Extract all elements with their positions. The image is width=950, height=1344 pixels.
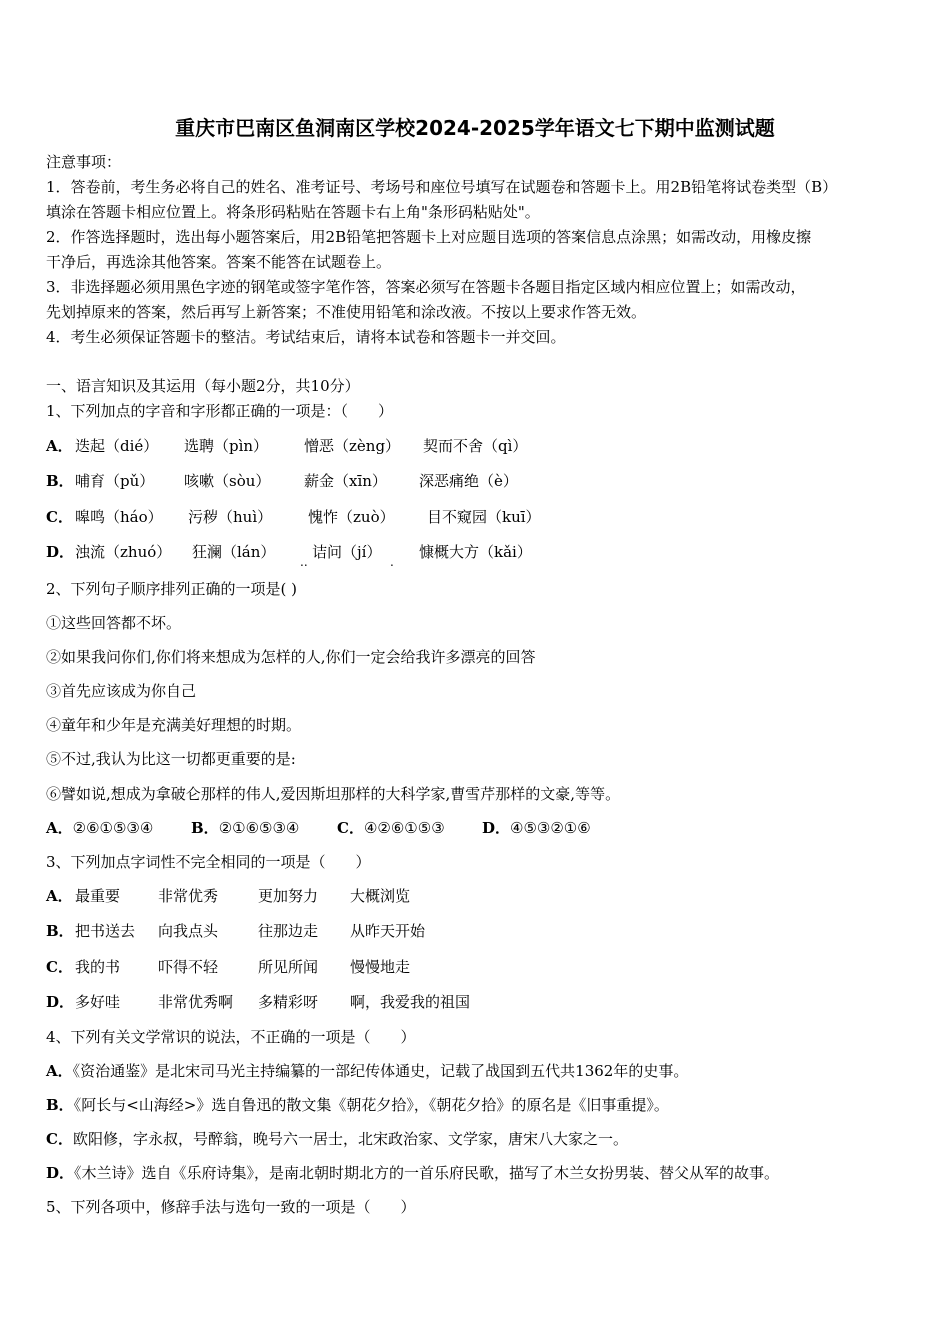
option-item: 狂澜（lán） xyxy=(192,543,276,561)
option-text: 《阿长与<山海经>》选自鲁迅的散文集《朝花夕拾》，《朝花夕拾》的原名是《旧事重提》。 xyxy=(73,1096,669,1114)
option-item: 嗥鸣（háo） xyxy=(75,508,163,526)
notice-heading: 注意事项： xyxy=(46,153,122,171)
option-label: D． xyxy=(482,819,511,837)
option-item: 目不窥园（kuī） xyxy=(427,508,541,526)
option-item: 契而不舍（qì） xyxy=(423,437,528,455)
option-item: 多好哇 xyxy=(75,993,121,1011)
question-2-sentence: ④童年和少年是充满美好理想的时期。 xyxy=(46,716,302,734)
option-item: 多精彩呀 xyxy=(258,993,319,1011)
option-item: 向我点头 xyxy=(158,922,219,940)
option-item: 慢慢地走 xyxy=(350,958,411,976)
option-item: 大概浏览 xyxy=(350,887,411,905)
option-item: 非常优秀 xyxy=(158,887,219,905)
option-item: 深恶痛绝（è） xyxy=(419,472,518,490)
option-text: ②⑥①⑤③④ xyxy=(72,819,154,837)
question-2-sentence: ③首先应该成为你自己 xyxy=(46,682,197,700)
question-2-sentence: ⑤不过,我认为比这一切都更重要的是: xyxy=(46,750,296,768)
option-label: D． xyxy=(46,543,75,561)
option-label: B． xyxy=(46,472,74,490)
option-text: 《资治通鉴》是北宋司马光主持编纂的一部纪传体通史，记载了战国到五代共1362年的史事。 xyxy=(72,1062,689,1080)
option-item: 咳嗽（sòu） xyxy=(184,472,271,490)
option-label: B． xyxy=(46,922,74,940)
option-item: 浊流（zhuó） xyxy=(75,543,172,561)
option-label: B． xyxy=(191,819,219,837)
option-item: 慷概大方（kǎi） xyxy=(419,543,532,561)
option-item: 我的书 xyxy=(75,958,121,976)
notice-line: 填涂在答题卡相应位置上。将条形码粘贴在答题卡右上角"条形码粘贴处"。 xyxy=(46,203,540,221)
question-4-option xyxy=(46,1061,688,1081)
question-4-option xyxy=(46,1129,628,1149)
option-item xyxy=(191,818,299,838)
option-item: 薪金（xīn） xyxy=(304,472,387,490)
option-label: C． xyxy=(46,508,73,526)
notice-line: 干净后，再选涂其他答案。答案不能答在试题卷上。 xyxy=(46,253,392,271)
question-2-sentence: ①这些回答都不坏。 xyxy=(46,614,182,632)
option-item: 憎恶（zèng） xyxy=(304,437,401,455)
option-item: 非常优秀啊 xyxy=(158,993,234,1011)
option-item: 愧怍（zuò） xyxy=(308,508,395,526)
option-text: ②①⑥⑤③④ xyxy=(218,819,300,837)
notice-line: 1．答卷前，考生务必将自己的姓名、准考证号、考场号和座位号填写在试题卷和答题卡上。用2B铅笔将试卷类型（B） xyxy=(46,178,838,196)
question-5-stem: 5、下列各项中，修辞手法与选句一致的一项是（ ） xyxy=(46,1198,416,1216)
option-item: 所见所闻 xyxy=(258,958,319,976)
option-item: 啊，我爱我的祖国 xyxy=(350,993,471,1011)
option-item xyxy=(482,818,591,838)
option-label: A． xyxy=(46,819,73,837)
option-label: B． xyxy=(46,1096,74,1114)
page-title: 重庆市巴南区鱼洞南区学校2024-2025学年语文七下期中监测试题 xyxy=(175,116,775,140)
option-label: A． xyxy=(46,887,73,905)
option-item: 诘问（jí） xyxy=(312,543,382,561)
question-4-option xyxy=(46,1163,779,1183)
option-label: C． xyxy=(46,958,73,976)
option-label: C． xyxy=(46,1130,73,1148)
notice-line: 2．作答选择题时，选出每小题答案后，用2B铅笔把答题卡上对应题目选项的答案信息点涂黑；如需改动，用橡皮擦 xyxy=(46,228,812,246)
question-2-sentence: ⑥譬如说,想成为拿破仑那样的伟人,爱因斯坦那样的大科学家,曹雪芹那样的文豪,等等。 xyxy=(46,785,621,803)
question-4-option xyxy=(46,1095,669,1115)
option-label: C． xyxy=(337,819,364,837)
notice-line: 3．非选择题必须用黑色字迹的钢笔或签字笔作答，答案必须写在答题卡各题目指定区域内相应位置上；如需改动， xyxy=(46,278,806,296)
option-label: A． xyxy=(46,1062,73,1080)
option-label: D． xyxy=(46,1164,75,1182)
option-item: 迭起（dié） xyxy=(75,437,159,455)
option-label: A． xyxy=(46,437,73,455)
option-text: ④⑤③②①⑥ xyxy=(510,819,591,837)
question-2-stem: 2、下列句子顺序排列正确的一项是( ) xyxy=(46,580,298,598)
option-text: 《木兰诗》选自《乐府诗集》，是南北朝时期北方的一首乐府民歌，描写了木兰女扮男装、替父从军的故事。 xyxy=(74,1164,780,1182)
option-item xyxy=(337,818,445,838)
option-item: 吓得不轻 xyxy=(158,958,219,976)
option-item: 往那边走 xyxy=(258,922,319,940)
option-item: 更加努力 xyxy=(258,887,319,905)
option-item: 最重要 xyxy=(75,887,121,905)
option-item: 哺育（pǔ） xyxy=(75,472,155,490)
option-text: 欧阳修，字永叔，号醉翁，晚号六一居士，北宋政治家、文学家，唐宋八大家之一。 xyxy=(72,1130,628,1148)
emphasis-dot: .. xyxy=(300,555,308,569)
emphasis-dot: . xyxy=(390,555,394,569)
option-item: 把书送去 xyxy=(75,922,136,940)
notice-line: 4．考生必须保证答题卡的整洁。考试结束后，请将本试卷和答题卡一并交回。 xyxy=(46,328,566,346)
question-2-sentence: ②如果我问你们,你们将来想成为怎样的人,你们一定会给我许多漂亮的回答 xyxy=(46,648,536,666)
section-heading: 一、语言知识及其运用（每小题2分，共10分） xyxy=(46,377,360,395)
notice-line: 先划掉原来的答案，然后再写上新答案；不准使用铅笔和涂改液。不按以上要求作答无效。 xyxy=(46,303,647,321)
option-item: 选聘（pìn） xyxy=(184,437,269,455)
option-item xyxy=(46,818,153,838)
option-item: 从昨天开始 xyxy=(350,922,426,940)
option-item: 污秽（huì） xyxy=(188,508,273,526)
option-label: D． xyxy=(46,993,75,1011)
question-3-stem: 3、下列加点字词性不完全相同的一项是（ ） xyxy=(46,853,371,871)
question-4-stem: 4、下列有关文学常识的说法，不正确的一项是（ ） xyxy=(46,1028,416,1046)
question-1-stem: 1、下列加点的字音和字形都正确的一项是：（ ） xyxy=(46,402,394,420)
option-text: ④②⑥①⑤③ xyxy=(363,819,445,837)
